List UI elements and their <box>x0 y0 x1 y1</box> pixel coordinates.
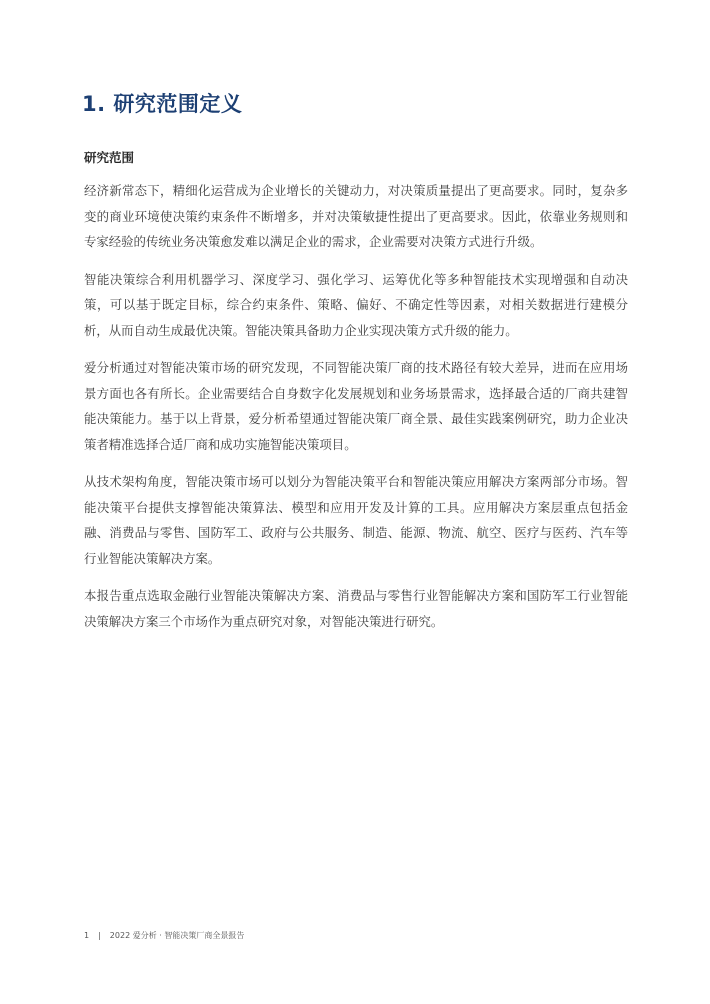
subheading: 研究范围 <box>84 150 135 165</box>
body-text <box>84 178 628 646</box>
paragraph-3: 爱分析通过对智能决策市场的研究发现，不同智能决策厂商的技术路径有较大差异，进而在应用场景方面也各有所长。企业需要结合自身数字化发展规划和业务场景需求，选择最合适的厂商共建智能决策能力。基于以上背景，爱分析希望通过智能决策厂商全景、最佳实践案例研究，助力企业决策者精准选择合适厂商和成功实施智能决策项目。 <box>84 360 628 452</box>
footer-report-title: 2022 爱分析 · 智能决策厂商全景报告 <box>109 931 245 940</box>
paragraph-4: 从技术架构角度，智能决策市场可以划分为智能决策平台和智能决策应用解决方案两部分市场。智能决策平台提供支撑智能决策算法、模型和应用开发及计算的工具。应用解决方案层重点包括金融、消费品与零售、国防军工、政府与公共服务、制造、能源、物流、航空、医疗与医药、汽车等行业智能决策解决方案。 <box>84 474 628 566</box>
page-footer <box>84 930 244 941</box>
page-number: 1 <box>84 931 90 940</box>
footer-separator: | <box>98 931 101 940</box>
paragraph-1: 经济新常态下，精细化运营成为企业增长的关键动力，对决策质量提出了更高要求。同时，复杂多变的商业环境使决策约束条件不断增多，并对决策敏捷性提出了更高要求。因此，依靠业务规则和专家经验的传统业务决策愈发难以满足企业的需求，企业需要对决策方式进行升级。 <box>84 183 628 249</box>
paragraph-5: 本报告重点选取金融行业智能决策解决方案、消费品与零售行业智能解决方案和国防军工行业智能决策解决方案三个市场作为重点研究对象，对智能决策进行研究。 <box>84 588 628 629</box>
section-heading: 1. 研究范围定义 <box>82 92 243 116</box>
paragraph-2: 智能决策综合利用机器学习、深度学习、强化学习、运筹优化等多种智能技术实现增强和自动决策，可以基于既定目标，综合约束条件、策略、偏好、不确定性等因素，对相关数据进行建模分析，从而自动生成最优决策。智能决策具备助力企业实现决策方式升级的能力。 <box>84 271 628 338</box>
